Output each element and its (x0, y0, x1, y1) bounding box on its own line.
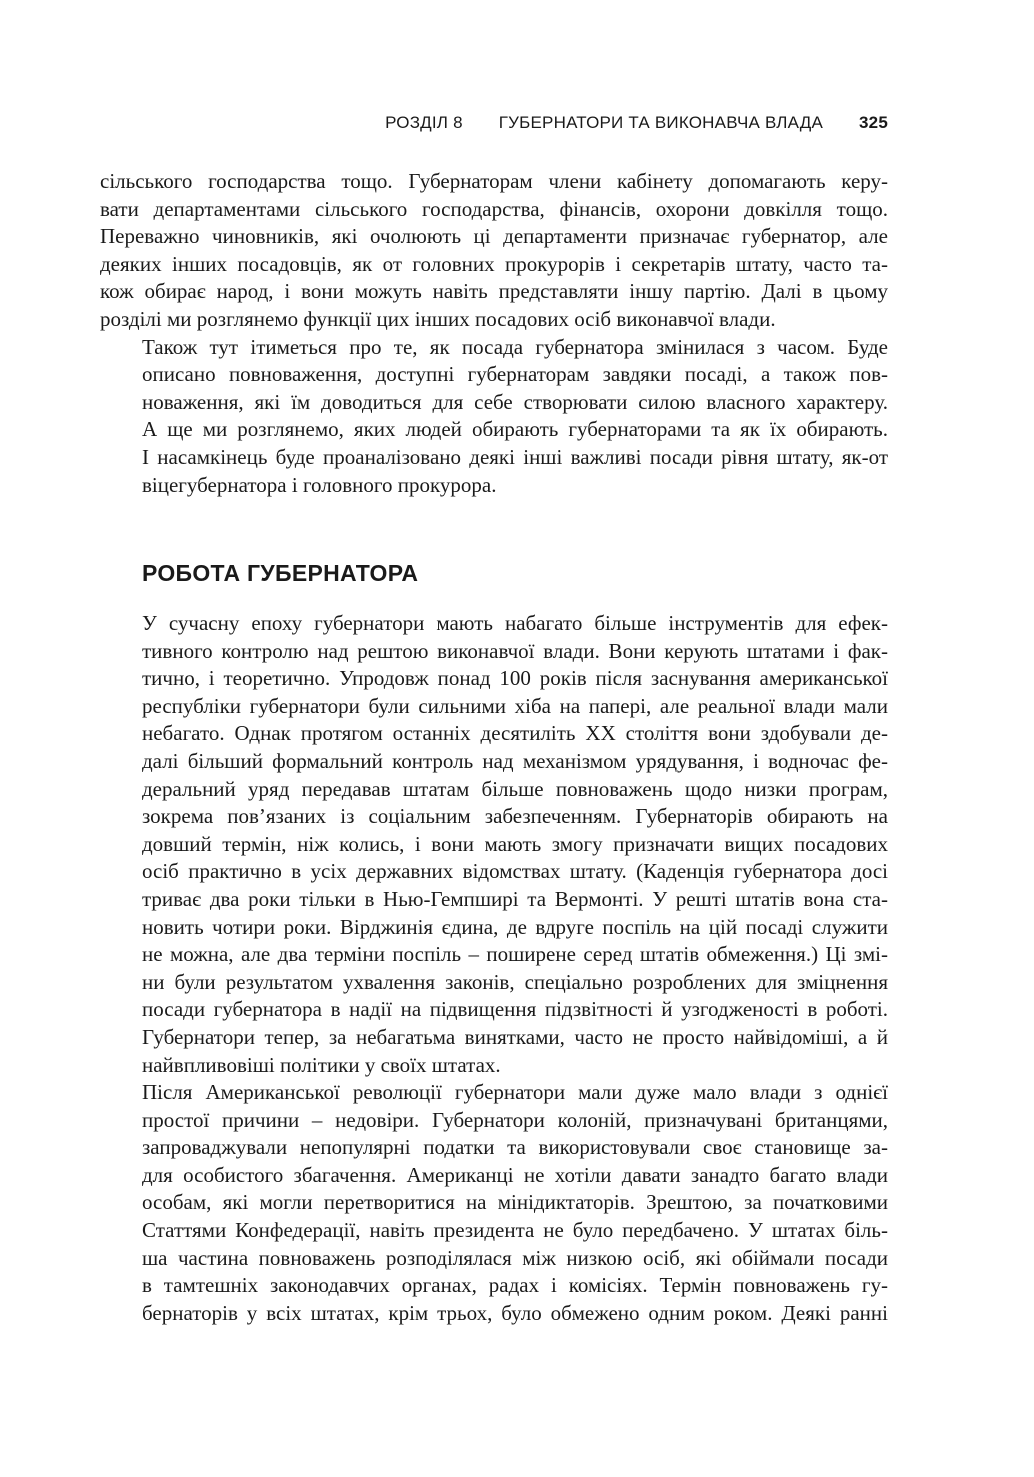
paragraph (100, 168, 888, 334)
text-line: далі більший формальний контроль над механізмом урядування, і водночас фе- (142, 748, 888, 773)
text-line: простої причини – недовіри. Губернатори колоній, призначувані британцями, (142, 1107, 888, 1132)
text-line: новить чотири роки. Вірджинія єдина, де вдруге поспіль на цій посаді служити (142, 914, 888, 939)
text-line: ша частина повноважень розподілялася між низкою осіб, які обіймали посади (142, 1245, 888, 1270)
chapter-label: РОЗДІЛ 8 (385, 113, 463, 132)
text-line: осіб практично в усіх державних відомствах штату. (Каденція губернатора досі (142, 859, 888, 884)
text-line: тично, і теоретично. Упродовж понад 100 років після заснування американської (142, 666, 888, 691)
text-line: І насамкінець буде проаналізовано деякі інші важливі посади рівня штату, як-от (142, 444, 888, 469)
text-line: Статтями Конфедерації, навіть президента не було передбачено. У штатах біль- (142, 1218, 888, 1243)
text-line: не можна, але два терміни поспіль – поширене серед штатів обмеження.) Ці змі- (142, 942, 888, 967)
text-line: У сучасну епоху губернатори мають набагато більше інструментів для ефек- (142, 611, 888, 635)
text-line: в тамтешніх законодавчих органах, радах і комісіях. Термін повноважень гу- (142, 1273, 888, 1298)
chapter-title: ГУБЕРНАТОРИ ТА ВИКОНАВЧА ВЛАДА (498, 113, 824, 132)
text-line: республіки губернатори були сильними хіба на папері, але реальної влади мали (142, 693, 888, 718)
paragraph (100, 1079, 888, 1327)
running-head (100, 113, 888, 133)
text-line: кож обирає народ, і вони можуть навіть представляти іншу партію. Далі в цьому (100, 279, 888, 304)
text-line: описано повноваження, доступні губернаторам завдяки посаді, а також пов- (142, 362, 888, 387)
text-line: триває два роки тільки в Нью-Гемпширі та Вермонті. У решті штатів вона ста- (142, 886, 888, 911)
text-line: довший термін, ніж колись, і вони мають змогу призначати вищих посадових (142, 831, 888, 856)
text-line: сільського господарства тощо. Губернаторам члени кабінету допомагають керу- (100, 169, 888, 193)
page-number: 325 (859, 113, 888, 132)
text-line: деяких інших посадовців, як от головних прокурорів і секретарів штату, часто та- (100, 251, 888, 276)
text-line: новаження, які їм доводиться для себе створювати силою власного характеру. (142, 389, 888, 414)
intro-text (100, 168, 888, 499)
text-line: для особистого збагачення. Американці не хотіли давати занадто багато влади (142, 1162, 888, 1187)
text-line: Переважно чиновників, які очолюють ці департаменти призначає губернатор, але (100, 224, 888, 249)
text-line: ни були результатом ухвалення законів, спеціально розроблених для зміцнення (142, 969, 888, 994)
text-line: Губернатори тепер, за небагатьма винятками, часто не просто найвідоміші, а й (142, 1024, 888, 1049)
text-line: розділі ми розглянемо функції цих інших посадових осіб виконавчої влади. (100, 306, 776, 331)
text-line: найвпливовіші політики у своїх штатах. (142, 1052, 501, 1077)
text-line: особам, які могли перетворитися на мінідиктаторів. Зрештою, за початковими (142, 1190, 888, 1215)
text-line: тивного контролю над рештою виконавчої влади. Вони керують штатами і фак- (142, 638, 888, 663)
paragraph (100, 334, 888, 500)
text-line: зокрема пов’язаних із соціальним забезпеченням. Губернаторів обирають на (142, 804, 888, 829)
paragraph (100, 610, 888, 1079)
text-line: віцегубернатора і головного прокурора. (142, 472, 497, 497)
text-line: А ще ми розглянемо, яких людей обирають губернаторами та як їх обирають. (142, 417, 888, 442)
text-line: посади губернатора в надії на підвищення підзвітності й узгодженості в роботі. (142, 997, 888, 1022)
section-heading: РОБОТА ГУБЕРНАТОРА (142, 560, 419, 586)
text-line: бернаторів у всіх штатах, крім трьох, було обмежено одним роком. Деякі ранні (142, 1300, 888, 1325)
text-line: Після Американської революції губернатори мали дуже мало влади з однієї (142, 1080, 888, 1105)
text-line: запроваджували непопулярні податки та використовували своє становище за- (142, 1135, 888, 1160)
text-line: небагато. Однак протягом останніх десятиліть XX століття вони здобували де- (142, 721, 888, 746)
text-line: Також тут ітиметься про те, як посада губернатора змінилася з часом. Буде (142, 334, 888, 359)
section-text (100, 610, 888, 1327)
text-line: деральний уряд передавав штатам більше повноважень щодо низки програм, (142, 776, 888, 801)
text-line: вати департаментами сільського господарства, фінансів, охорони довкілля тощо. (100, 196, 888, 221)
